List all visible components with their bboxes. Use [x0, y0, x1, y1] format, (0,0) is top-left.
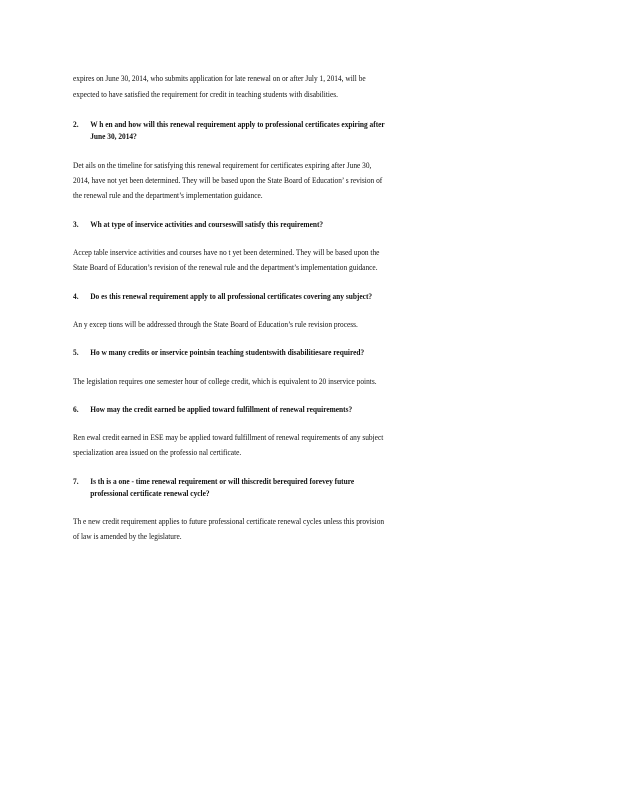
- question-text: Ho w many credits or inservice pointsin teaching studentswith disabilitiesare required?: [90, 347, 365, 357]
- answer-3-line-1: Accep table inservice activities and courses have no t yet been determined. They will be based upon the: [73, 247, 380, 257]
- answer-2-line-2: 2014, have not yet been determined. They will be based upon the State Board of Education’ s revision of: [73, 175, 383, 185]
- question-number: 7.: [73, 476, 79, 486]
- question-number: 6.: [73, 404, 79, 414]
- answer-5-line-1: The legislation requires one semester hour of college credit, which is equivalent to 20 inservice points.: [73, 376, 377, 386]
- answer-2-line-1: Det ails on the timeline for satisfying this renewal requirement for certificates expiring after June 30,: [73, 160, 372, 170]
- question-number: 2.: [73, 119, 79, 129]
- question-text: Wh at type of inservice activities and courseswill satisfy this requirement?: [90, 219, 324, 229]
- question-text: W h en and how will this renewal requirement apply to professional certificates expiring after: [90, 119, 385, 129]
- answer-7-line-2: of law is amended by the legislature.: [73, 531, 182, 541]
- answer-7-line-1: Th e new credit requirement applies to future professional certificate renewal cycles unless this provision: [73, 516, 385, 526]
- answer-3-line-2: State Board of Education’s revision of the renewal rule and the department’s implementation guidance.: [73, 262, 378, 272]
- question-number: 4.: [73, 291, 79, 301]
- question-number: 5.: [73, 347, 79, 357]
- answer-2-line-3: the renewal rule and the department’s implementation guidance.: [73, 190, 263, 200]
- question-5: [73, 346, 364, 358]
- question-number: 3.: [73, 219, 79, 229]
- question-3: [73, 218, 323, 230]
- question-2: [73, 118, 385, 142]
- question-6: [73, 403, 352, 415]
- question-text: Do es this renewal requirement apply to all professional certificates covering any subject?: [90, 291, 373, 301]
- question-7: [73, 475, 354, 499]
- question-text: Is th is a one - time renewal requirement or will thiscredit berequired forevey future: [90, 476, 355, 486]
- question-text-cont: professional certificate renewal cycle?: [90, 488, 210, 498]
- answer-6-line-2: specialization area issued on the professio nal certificate.: [73, 447, 242, 457]
- intro-line-1: expires on June 30, 2014, who submits application for late renewal on or after July 1, 2014, will be: [73, 73, 366, 83]
- answer-4-line-1: An y excep tions will be addressed through the State Board of Education’s rule revision process.: [73, 319, 358, 329]
- question-text-cont: June 30, 2014?: [90, 131, 137, 141]
- answer-6-line-1: Ren ewal credit earned in ESE may be applied toward fulfillment of renewal requirements of any subject: [73, 432, 384, 442]
- question-text: How may the credit earned be applied toward fulfillment of renewal requirements?: [90, 404, 353, 414]
- intro-line-2: expected to have satisfied the requirement for credit in teaching students with disabilities.: [73, 89, 338, 99]
- question-4: [73, 290, 372, 302]
